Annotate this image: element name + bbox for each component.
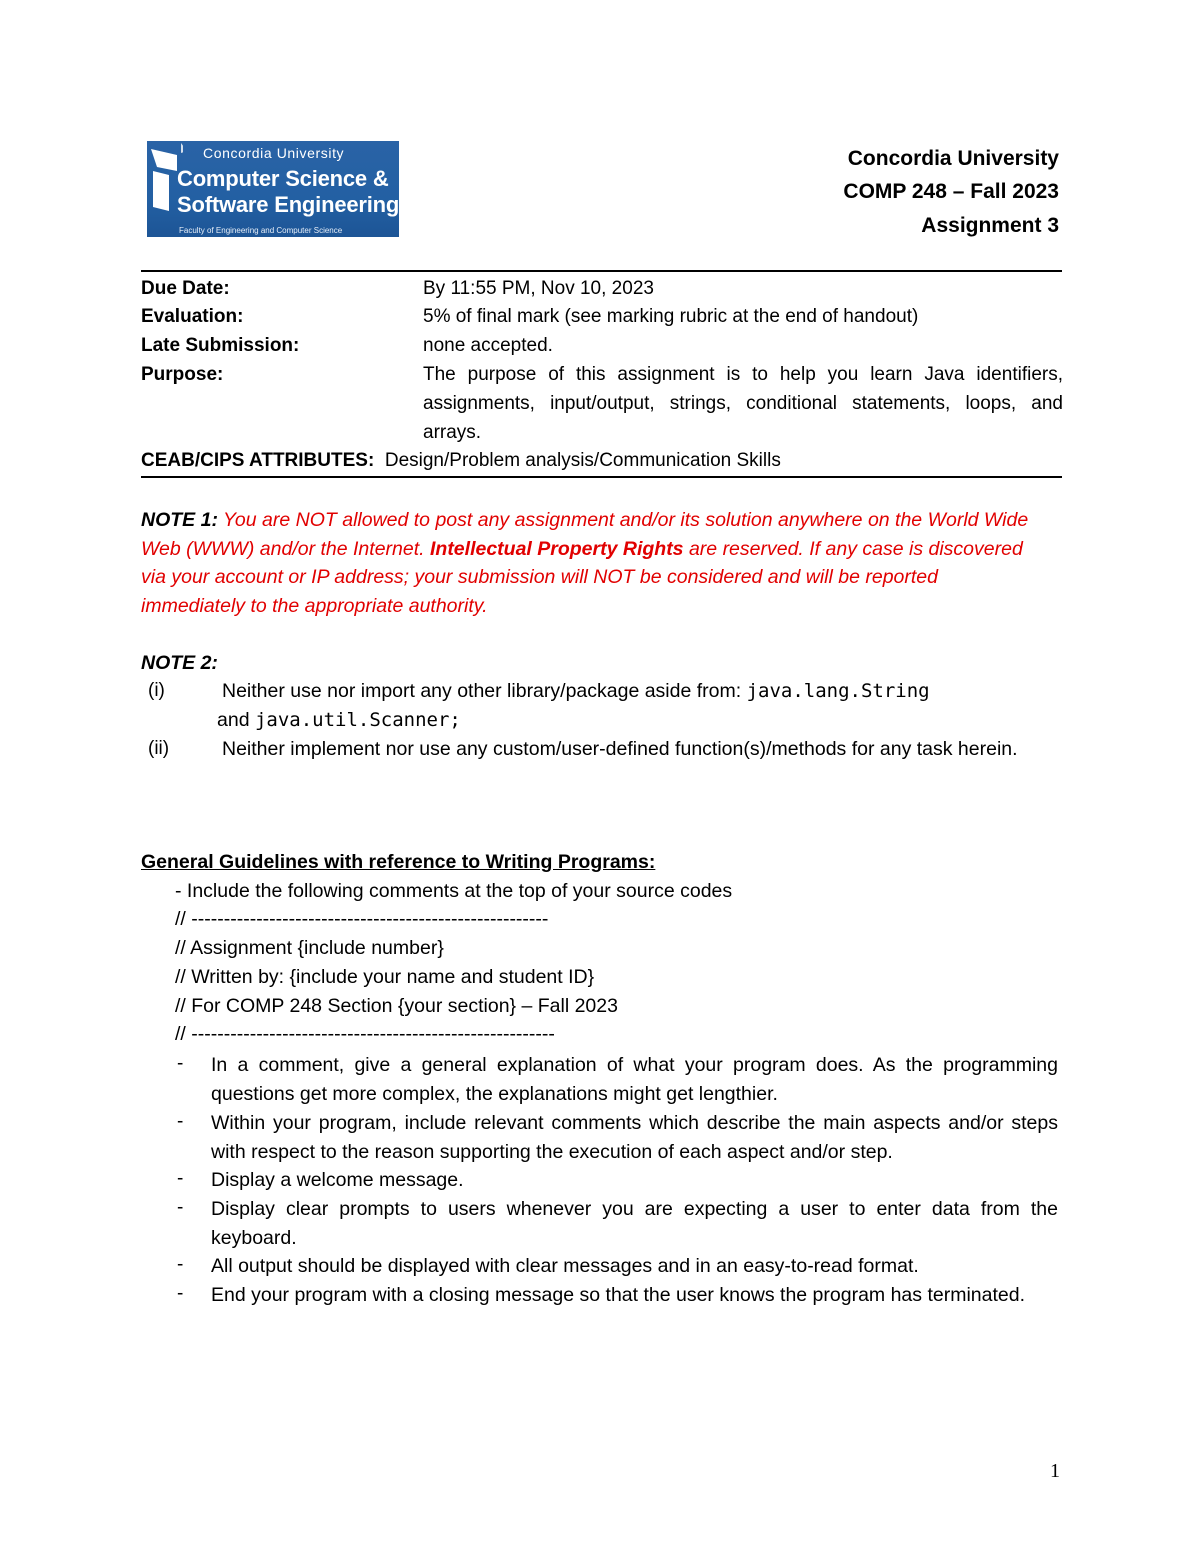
note2-item-number: (ii): [148, 738, 170, 759]
note1-ip-rights: Intellectual Property Rights: [429, 537, 684, 560]
guidelines-title: General Guidelines with reference to Writing Programs:: [141, 851, 656, 873]
note1-text-a: You are NOT allowed to post any assignment and/or its solution anywhere on the World Wide Web (WWW) and/or the Internet.: [141, 509, 1029, 560]
logo-university: Concordia University: [203, 145, 345, 161]
note1: [141, 506, 1041, 621]
bullet-dash: -: [177, 1053, 184, 1074]
guideline-bullet: All output should be displayed with clear messages and in an easy-to-read format.: [211, 1255, 919, 1277]
note1-title: NOTE 1: [141, 509, 212, 531]
comment-line: // --------------------------------------------------------: [175, 1023, 555, 1045]
comment-line: // Assignment {include number}: [175, 937, 444, 959]
note1-text-b: are reserved. If any case is discovered via your account or IP address; your submission will NOT be considered and will be reported immediately to the appropriate authority.: [141, 537, 1023, 618]
guideline-bullet: Display clear prompts to users whenever you are expecting a user to enter data from the keyboard.: [211, 1198, 1058, 1249]
note2-title: NOTE 2:: [141, 652, 218, 674]
note2-item: Neither implement nor use any custom/user-defined function(s)/methods for any task herein.: [222, 738, 1018, 760]
note2-item-number: (i): [148, 680, 165, 701]
note2-item: [217, 677, 1062, 735]
purpose-label: Purpose:: [141, 364, 224, 385]
comment-line: // For COMP 248 Section {your section} – Fall 2023: [175, 995, 618, 1017]
header-assignment: Assignment 3: [921, 214, 1059, 237]
header-university: Concordia University: [847, 147, 1059, 170]
department-logo: [147, 141, 399, 237]
guideline-bullet: In a comment, give a general explanation of what your program does. As the programming questions get more complex, the explanations might get lengthier.: [211, 1054, 1058, 1105]
note2-item-text: and: [217, 709, 255, 731]
code-java-util-scanner: java.util.Scanner: [254, 709, 450, 731]
ceab-attributes: [141, 450, 781, 472]
guideline-bullet: Within your program, include relevant comments which describe the main aspects and/or steps with respect to the reason supporting the execution of each aspect and/or step.: [211, 1112, 1058, 1163]
ceab-value: Design/Problem analysis/Communication Skills: [384, 450, 781, 471]
code-java-lang-string: java.lang.String: [746, 680, 930, 702]
comment-line: // Written by: {include your name and student ID}: [175, 966, 595, 988]
note1-colon: :: [211, 509, 218, 531]
header-course: COMP 248 – Fall 2023: [843, 180, 1059, 203]
guideline-bullet: Display a welcome message.: [211, 1169, 464, 1191]
purpose-value: The purpose of this assignment is to help you learn Java identifiers, assignments, input/output, strings, conditional statements, loops, and arrays.: [423, 364, 1063, 443]
bullet-dash: -: [177, 1283, 184, 1304]
bullet-dash: -: [177, 1168, 184, 1189]
comment-line: // -------------------------------------------------------: [175, 908, 549, 930]
guidelines-intro: - Include the following comments at the top of your source codes: [175, 880, 733, 902]
page-number: 1: [1050, 1460, 1060, 1482]
evaluation-value: 5% of final mark (see marking rubric at the end of handout): [423, 306, 919, 327]
bullet-dash: -: [177, 1197, 184, 1218]
top-rule: [141, 270, 1062, 272]
ceab-label: CEAB/CIPS ATTRIBUTES:: [141, 450, 375, 471]
evaluation-label: Evaluation:: [141, 306, 244, 327]
bottom-rule: [141, 476, 1062, 478]
due-label: Due Date:: [141, 278, 230, 299]
logo-faculty: Faculty of Engineering and Computer Science: [179, 226, 343, 235]
bullet-dash: -: [177, 1111, 184, 1132]
logo-line2: Software Engineering: [177, 192, 399, 217]
due-value: By 11:55 PM, Nov 10, 2023: [423, 278, 654, 299]
bullet-dash: -: [177, 1254, 184, 1275]
logo-line1: Computer Science &: [177, 166, 389, 191]
late-label: Late Submission:: [141, 335, 300, 356]
guideline-bullet: End your program with a closing message so that the user knows the program has terminated.: [211, 1284, 1025, 1306]
late-value: none accepted.: [423, 335, 553, 356]
note2-item-semicolon: ;: [449, 709, 461, 731]
note2-item-text: Neither use nor import any other library/package aside from:: [222, 680, 747, 702]
